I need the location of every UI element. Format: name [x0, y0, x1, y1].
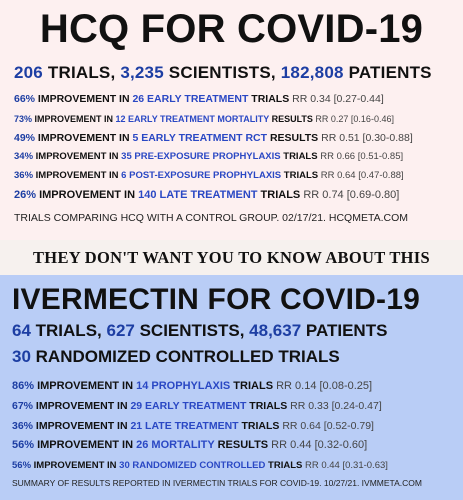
- result-category: LATE TREATMENT: [142, 420, 239, 432]
- result-tail: RESULTS: [267, 132, 319, 144]
- hcq-trials-label: TRIALS,: [42, 63, 121, 82]
- result-count: 26: [136, 439, 149, 451]
- result-lead: IMPROVEMENT IN: [32, 114, 116, 124]
- result-rr: RR 0.14 [0.08-0.25]: [273, 380, 373, 392]
- result-count: 5: [132, 132, 139, 144]
- result-count: 30: [119, 460, 130, 471]
- result-count: 14: [136, 380, 149, 392]
- result-lead: IMPROVEMENT IN: [33, 170, 122, 181]
- result-percent: 86%: [12, 380, 35, 392]
- hcq-patients-count: 182,808: [280, 63, 344, 82]
- hcq-stats: [14, 62, 463, 84]
- result-percent: 36%: [14, 170, 34, 181]
- ivermectin-result-row: [12, 399, 382, 413]
- ivermectin-footer: SUMMARY OF RESULTS REPORTED IN IVERMECTIN TRIALS FOR COVID-19. 10/27/21. IVMMETA.COM: [12, 478, 422, 488]
- result-category: PRE-EXPOSURE PROPHYLAXIS: [131, 151, 281, 162]
- result-rr: RR 0.44 [0.32-0.60]: [268, 439, 368, 451]
- result-rr: RR 0.64 [0.52-0.79]: [279, 420, 374, 432]
- hcq-panel: [0, 0, 463, 240]
- result-lead: IMPROVEMENT IN: [35, 93, 133, 105]
- ivermectin-trials-count: 64: [12, 321, 31, 340]
- result-category: LATE TREATMENT: [156, 189, 258, 201]
- result-category: EARLY TREATMENT: [142, 400, 247, 412]
- hcq-trials-count: 206: [14, 63, 43, 82]
- result-percent: 56%: [12, 460, 32, 471]
- ivermectin-title: IVERMECTIN FOR COVID-19: [12, 283, 420, 316]
- result-lead: IMPROVEMENT IN: [33, 420, 131, 432]
- ivermectin-patients-label: PATIENTS: [301, 321, 388, 340]
- result-percent: 73%: [14, 114, 33, 124]
- hcq-result-row: [14, 92, 384, 106]
- hcq-result-row: [14, 169, 404, 183]
- result-tail: RESULTS: [269, 114, 313, 124]
- ivermectin-result-row: [12, 379, 372, 393]
- result-rr: RR 0.66 [0.51-0.85]: [317, 151, 404, 162]
- result-percent: 26%: [14, 189, 37, 201]
- result-tail: RESULTS: [214, 439, 269, 451]
- result-percent: 36%: [12, 420, 34, 432]
- result-count: 12: [115, 114, 126, 124]
- result-tail: TRIALS: [280, 151, 318, 162]
- result-rr: RR 0.44 [0.31-0.63]: [302, 460, 388, 471]
- result-percent: 66%: [14, 93, 36, 105]
- ivermectin-scientists-count: 627: [106, 321, 135, 340]
- ivermectin-patients-count: 48,637: [249, 321, 302, 340]
- result-category: EARLY TREATMENT RCT: [138, 132, 268, 144]
- result-percent: 67%: [12, 400, 34, 412]
- result-category: PROPHYLAXIS: [148, 380, 231, 392]
- ivermectin-result-row: [12, 459, 388, 473]
- result-count: 21: [130, 420, 143, 432]
- ivermectin-panel: [0, 275, 463, 500]
- result-rr: RR 0.64 [0.47-0.88]: [318, 170, 404, 181]
- result-count: 26: [132, 93, 145, 105]
- result-lead: IMPROVEMENT IN: [35, 132, 133, 144]
- result-rr: RR 0.27 [0.16-0.46]: [312, 114, 394, 124]
- ivermectin-stats: [12, 321, 387, 341]
- banner: [0, 240, 463, 275]
- hcq-scientists-label: SCIENTISTS,: [163, 63, 281, 82]
- ivermectin-rct-count: 30: [12, 347, 31, 366]
- result-lead: IMPROVEMENT IN: [34, 380, 137, 392]
- hcq-title: HCQ FOR COVID-19: [39, 7, 424, 51]
- result-rr: RR 0.74 [0.69-0.80]: [300, 189, 400, 201]
- result-category: POST-EXPOSURE PROPHYLAXIS: [126, 170, 282, 181]
- ivermectin-rct-line: [12, 347, 340, 367]
- ivermectin-result-row: [12, 419, 374, 433]
- result-percent: 49%: [14, 132, 36, 144]
- result-rr: RR 0.34 [0.27-0.44]: [289, 93, 384, 105]
- result-tail: TRIALS: [281, 170, 319, 181]
- result-tail: TRIALS: [257, 189, 301, 201]
- result-count: 29: [130, 400, 143, 412]
- hcq-scientists-count: 3,235: [120, 63, 164, 82]
- ivermectin-result-row: [12, 438, 367, 452]
- result-percent: 56%: [12, 439, 35, 451]
- result-count: 6: [121, 170, 127, 181]
- result-lead: IMPROVEMENT IN: [31, 460, 120, 471]
- result-tail: TRIALS: [230, 380, 274, 392]
- result-count: 35: [121, 151, 132, 162]
- result-tail: TRIALS: [238, 420, 280, 432]
- hcq-patients-label: PATIENTS: [343, 63, 432, 82]
- result-lead: IMPROVEMENT IN: [33, 400, 131, 412]
- result-rr: RR 0.33 [0.24-0.47]: [287, 400, 382, 412]
- result-category: MORTALITY: [148, 439, 215, 451]
- result-category: EARLY TREATMENT: [144, 93, 249, 105]
- hcq-result-row: [14, 112, 394, 126]
- result-count: 140: [138, 189, 157, 201]
- hcq-result-row: [14, 150, 403, 164]
- ivermectin-scientists-label: SCIENTISTS,: [134, 321, 250, 340]
- result-rr: RR 0.51 [0.30-0.88]: [318, 132, 413, 144]
- result-category: EARLY TREATMENT MORTALITY: [125, 114, 270, 124]
- result-tail: TRIALS: [265, 460, 303, 471]
- result-tail: TRIALS: [248, 93, 290, 105]
- result-percent: 34%: [14, 151, 34, 162]
- hcq-result-row: [14, 188, 399, 202]
- hcq-footer: TRIALS COMPARING HCQ WITH A CONTROL GROUP. 02/17/21. HCQMETA.COM: [14, 212, 409, 224]
- banner-text: THEY DON'T WANT YOU TO KNOW ABOUT THIS: [33, 248, 430, 267]
- hcq-result-row: [14, 131, 413, 145]
- result-category: RANDOMIZED CONTROLLED: [129, 460, 266, 471]
- result-tail: TRIALS: [246, 400, 288, 412]
- result-lead: IMPROVEMENT IN: [34, 439, 137, 451]
- result-lead: IMPROVEMENT IN: [33, 151, 122, 162]
- ivermectin-trials-label: TRIALS,: [30, 321, 107, 340]
- ivermectin-rct-label: RANDOMIZED CONTROLLED TRIALS: [30, 347, 340, 366]
- result-lead: IMPROVEMENT IN: [36, 189, 139, 201]
